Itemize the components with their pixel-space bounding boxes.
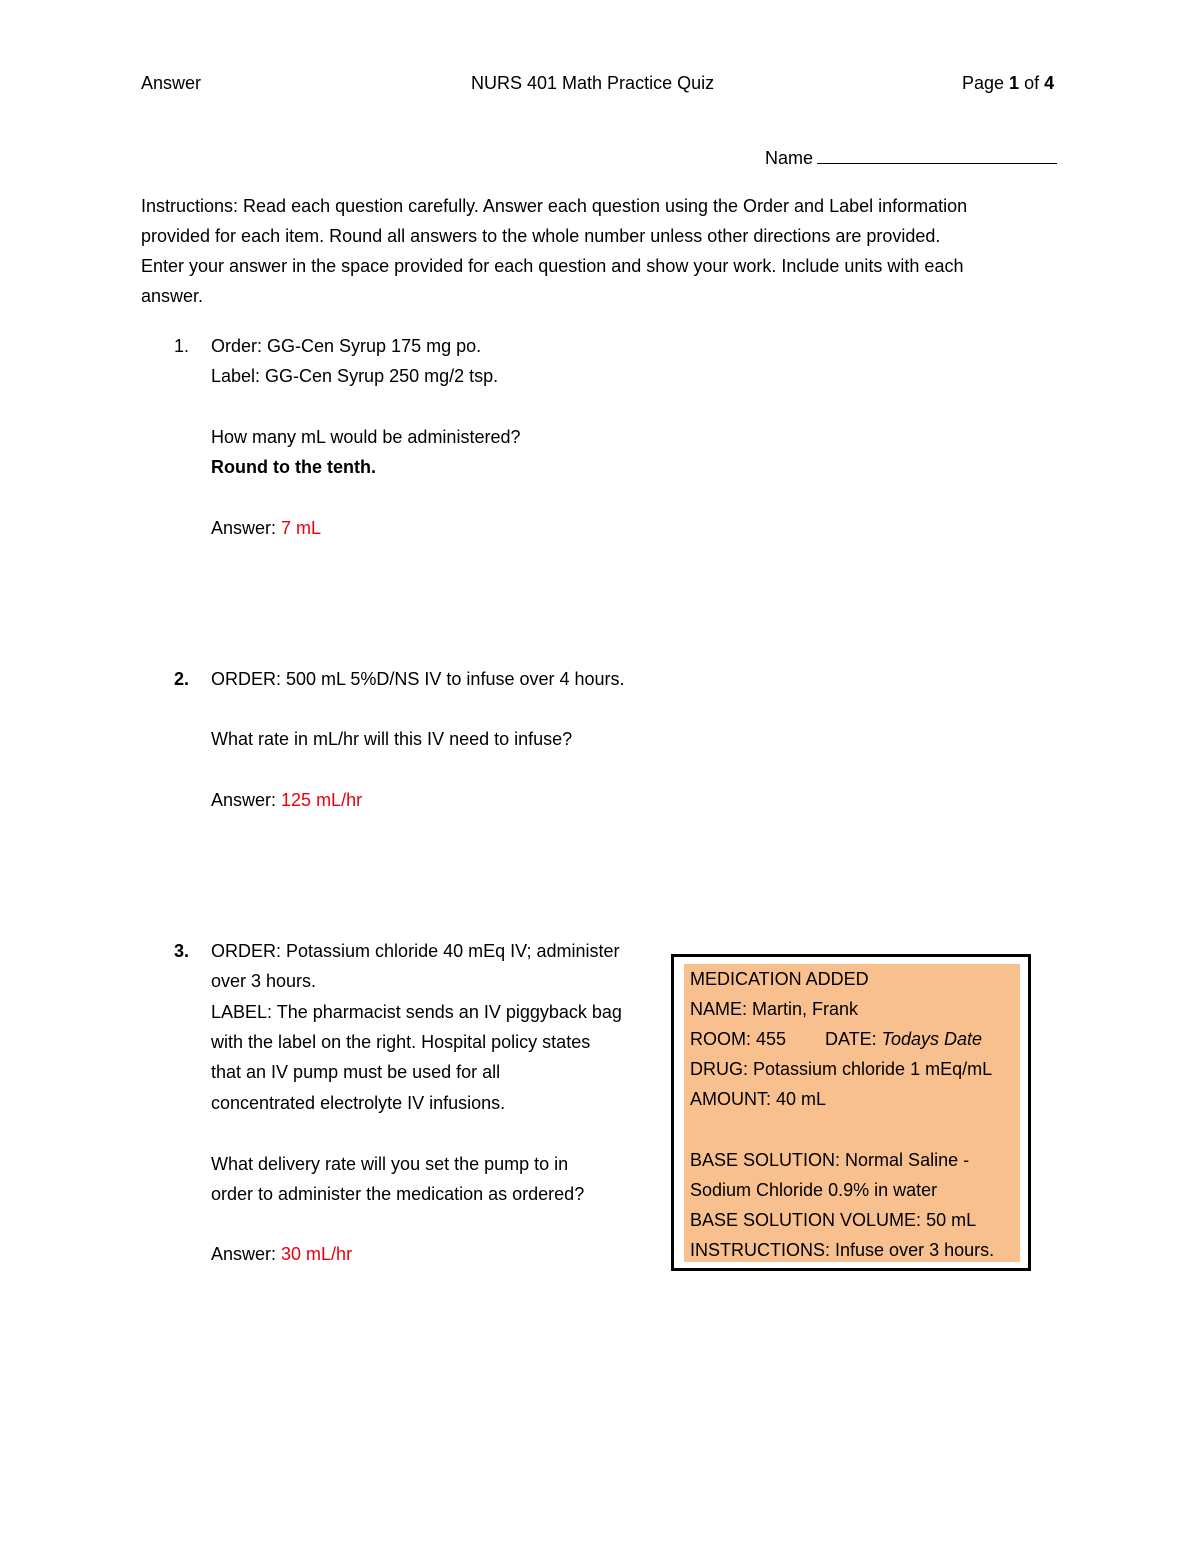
- label-amount: [690, 1084, 826, 1114]
- label-base-solution-line-2: Sodium Chloride 0.9% in water: [690, 1180, 938, 1200]
- name-label: Name: [765, 148, 814, 168]
- question-3-answer: [211, 1239, 352, 1269]
- name-blank[interactable]: [817, 145, 1057, 164]
- question-3-text-line-1: What delivery rate will you set the pump to in: [211, 1154, 569, 1174]
- question-3-label-line-3: that an IV pump must be used for all: [211, 1062, 501, 1082]
- page-current: 1: [1009, 73, 1020, 93]
- label-amount-key: AMOUNT:: [690, 1089, 771, 1109]
- question-2-text: What rate in mL/hr will this IV need to infuse?: [211, 729, 573, 749]
- label-date-value: Todays Date: [876, 1029, 983, 1049]
- answer-label: Answer:: [211, 518, 282, 538]
- label-drug-key: DRUG:: [690, 1059, 748, 1079]
- label-text: The pharmacist sends an IV piggyback bag: [272, 1002, 622, 1022]
- medication-label-box: [671, 954, 1031, 1271]
- question-2-number: 2.: [174, 669, 190, 689]
- medication-label: [684, 964, 1020, 1262]
- header-left: Answer: [141, 73, 202, 93]
- label-base-key: BASE SOLUTION:: [690, 1150, 841, 1170]
- label-volume-value: 50 mL: [921, 1210, 977, 1230]
- label-title: MEDICATION ADDED: [690, 969, 869, 989]
- instructions-line-1: Instructions: Read each question carefully. Answer each question using the Order and Label information: [141, 196, 968, 216]
- label-base-value: Normal Saline -: [840, 1150, 970, 1170]
- label-prefix: LABEL:: [211, 1002, 273, 1022]
- answer-value: 7 mL: [281, 518, 322, 538]
- label-base-solution: [690, 1145, 969, 1175]
- label-instructions-value: Infuse over 3 hours.: [830, 1240, 995, 1260]
- label-amount-value: 40 mL: [771, 1089, 827, 1109]
- question-1-number: 1.: [174, 336, 190, 356]
- question-1-answer: [211, 513, 321, 543]
- label-name-key: NAME:: [690, 999, 748, 1019]
- order-text: 500 mL 5%D/NS IV to infuse over 4 hours.: [281, 669, 625, 689]
- answer-value: 125 mL/hr: [281, 790, 363, 810]
- question-3-label-line-2: with the label on the right. Hospital policy states: [211, 1032, 591, 1052]
- answer-label: Answer:: [211, 790, 282, 810]
- label-base-volume: [690, 1205, 976, 1235]
- label-date-key: DATE:: [825, 1029, 877, 1049]
- question-3-order-line-1: [211, 936, 620, 966]
- label-drug-value: Potassium chloride 1 mEq/mL: [748, 1059, 993, 1079]
- question-3-text-line-2: order to administer the medication as ordered?: [211, 1184, 585, 1204]
- label-date: [825, 1024, 982, 1054]
- answer-label: Answer:: [211, 1244, 282, 1264]
- label-room-value: 455: [751, 1029, 787, 1049]
- question-2-answer: [211, 785, 362, 815]
- label-drug: [690, 1054, 992, 1084]
- instructions-line-4: answer.: [141, 286, 204, 306]
- page-indicator: [962, 73, 1054, 94]
- question-2-order: [211, 664, 625, 694]
- label-instructions-key: INSTRUCTIONS:: [690, 1240, 831, 1260]
- order-text: Potassium chloride 40 mEq IV; administer: [281, 941, 620, 961]
- label-room-key: ROOM:: [690, 1029, 751, 1049]
- order-prefix: ORDER:: [211, 941, 282, 961]
- question-3-label-line-4: concentrated electrolyte IV infusions.: [211, 1093, 506, 1113]
- question-1-order: Order: GG-Cen Syrup 175 mg po.: [211, 336, 482, 356]
- instructions-line-3: Enter your answer in the space provided for each question and show your work. Include units with each: [141, 256, 964, 276]
- label-volume-key: BASE SOLUTION VOLUME:: [690, 1210, 922, 1230]
- label-instructions: [690, 1235, 994, 1265]
- label-name: [690, 994, 858, 1024]
- question-1-label: Label: GG-Cen Syrup 250 mg/2 tsp.: [211, 366, 499, 386]
- label-room: [690, 1024, 786, 1054]
- page-total: 4: [1044, 73, 1055, 93]
- question-1-note: Round to the tenth.: [211, 457, 376, 477]
- question-1-text: How many mL would be administered?: [211, 427, 521, 447]
- answer-value: 30 mL/hr: [281, 1244, 353, 1264]
- name-field: [765, 145, 1057, 169]
- page-prefix: Page: [962, 73, 1010, 93]
- order-prefix: ORDER:: [211, 669, 282, 689]
- label-name-value: Martin, Frank: [747, 999, 859, 1019]
- page-mid: of: [1019, 73, 1045, 93]
- question-3-order-line-2: over 3 hours.: [211, 971, 317, 991]
- question-3-label-line-1: [211, 997, 622, 1027]
- instructions-line-2: provided for each item. Round all answers to the whole number unless other directions are provided.: [141, 226, 941, 246]
- header-title: NURS 401 Math Practice Quiz: [471, 73, 715, 93]
- question-3-number: 3.: [174, 941, 190, 961]
